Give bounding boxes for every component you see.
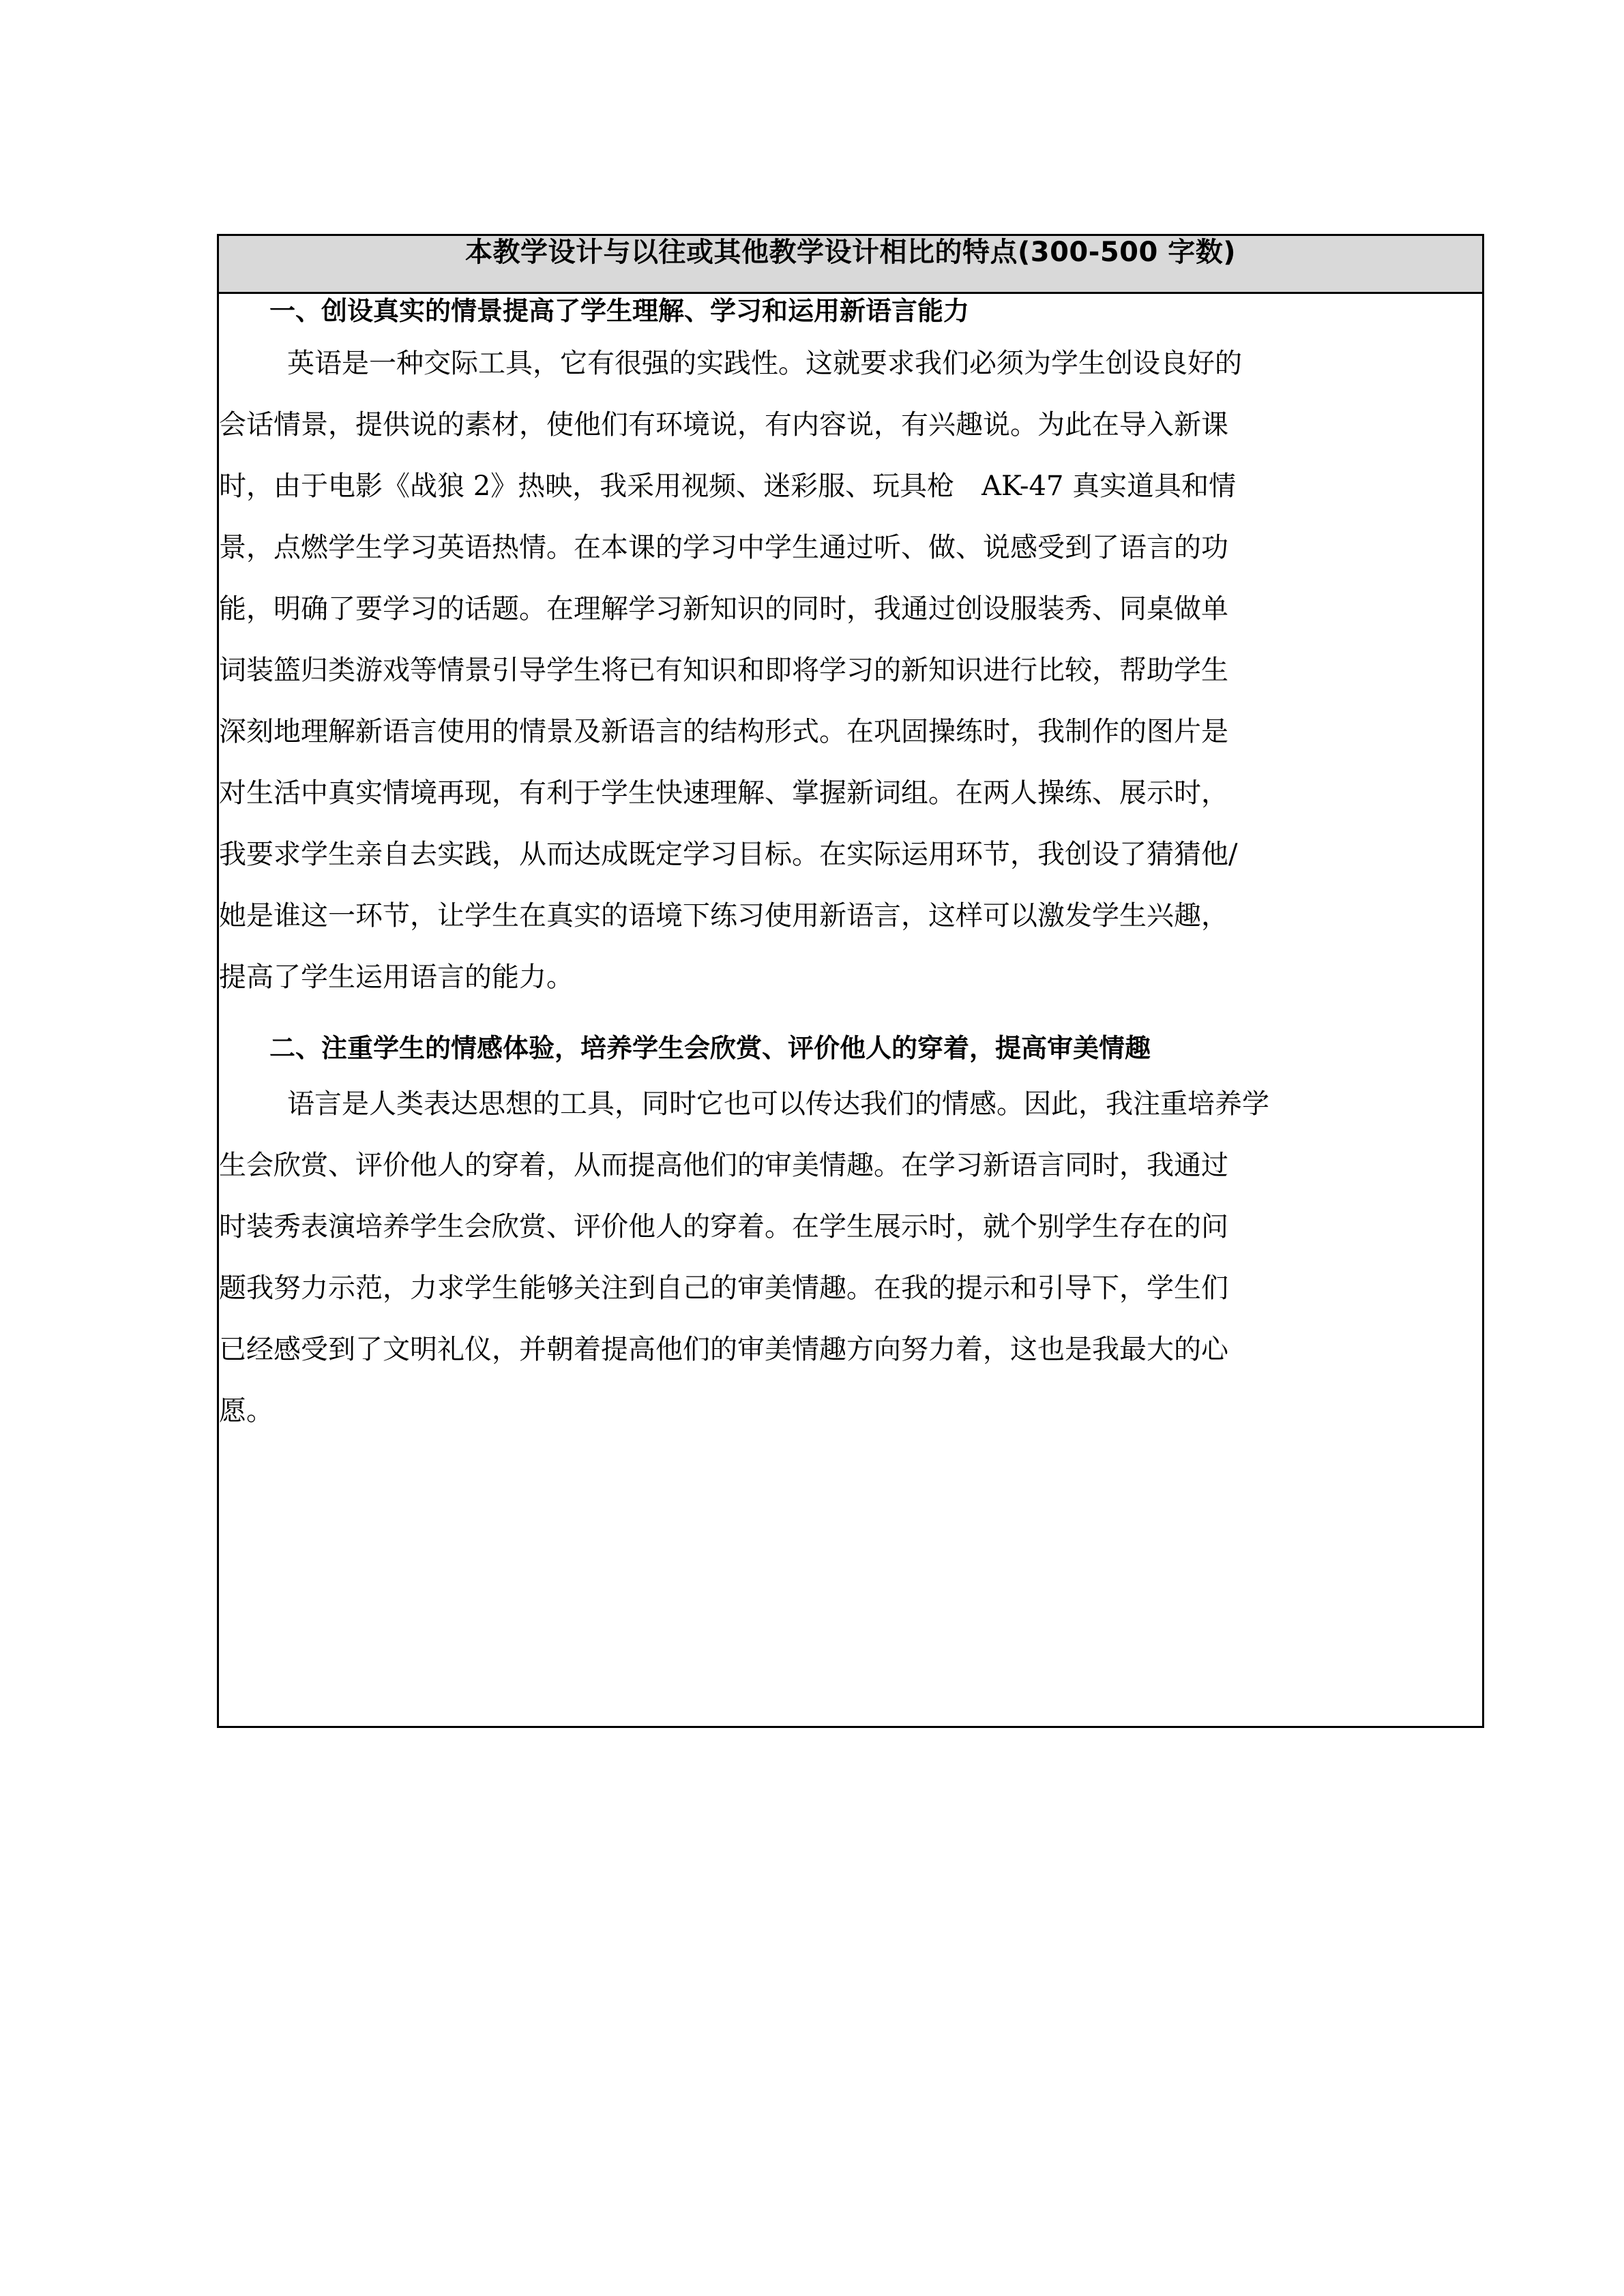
text-line: 题我努力示范，力求学生能够关注到自己的审美情趣。在我的提示和引导下，学生们 xyxy=(219,1272,1228,1304)
text-line: 景，点燃学生学习英语热情。在本课的学习中学生通过听、做、说感受到了语言的功 xyxy=(219,532,1228,564)
text-line: 英语是一种交际工具，它有很强的实践性。这就要求我们必须为学生创设良好的 xyxy=(287,348,1242,380)
paragraph-2 xyxy=(219,1073,1482,1442)
text-line: 语言是人类表达思想的工具，同时它也可以传达我们的情感。因此，我注重培养学 xyxy=(287,1088,1269,1120)
text-line: 已经感受到了文明礼仪，并朝着提高他们的审美情趣方向努力着，这也是我最大的心 xyxy=(219,1333,1228,1365)
paragraph-1 xyxy=(219,333,1482,1008)
table-body-cell xyxy=(218,293,1483,1727)
table-header-row xyxy=(218,235,1483,293)
text-line: 时，由于电影《战狼 2》热映，我采用视频、迷彩服、玩具枪 AK-47 真实道具和情 xyxy=(219,471,1237,503)
text-line: 我要求学生亲自去实践，从而达成既定学习目标。在实际运用环节，我创设了猜猜他/ xyxy=(219,839,1238,871)
section-heading-2: 二、注重学生的情感体验，培养学生会欣赏、评价他人的穿着，提高审美情趣 xyxy=(269,1033,1151,1064)
text-line: 能，明确了要学习的话题。在理解学习新知识的同时，我通过创设服装秀、同桌做单 xyxy=(219,593,1228,625)
section-heading-1: 一、创设真实的情景提高了学生理解、学习和运用新语言能力 xyxy=(269,296,970,326)
text-line: 深刻地理解新语言使用的情景及新语言的结构形式。在巩固操练时，我制作的图片是 xyxy=(219,716,1228,748)
table-body-row xyxy=(218,293,1483,1727)
text-line: 时装秀表演培养学生会欣赏、评价他人的穿着。在学生展示时，就个别学生存在的问 xyxy=(219,1210,1228,1242)
table-header-cell xyxy=(218,235,1483,293)
text-line: 生会欣赏、评价他人的穿着，从而提高他们的审美情趣。在学习新语言同时，我通过 xyxy=(219,1149,1228,1181)
text-line: 提高了学生运用语言的能力。 xyxy=(219,961,574,994)
text-line: 愿。 xyxy=(219,1395,274,1427)
text-line: 她是谁这一环节，让学生在真实的语境下练习使用新语言，这样可以激发学生兴趣， xyxy=(219,900,1228,932)
page-title: 本教学设计与以往或其他教学设计相比的特点(300-500 字数) xyxy=(464,237,1237,268)
text-line: 词装篮归类游戏等情景引导学生将已有知识和即将学习的新知识进行比较，帮助学生 xyxy=(219,655,1228,687)
text-line: 对生活中真实情境再现，有利于学生快速理解、掌握新词组。在两人操练、展示时， xyxy=(219,777,1228,809)
text-line: 会话情景，提供说的素材，使他们有环境说，有内容说，有兴趣说。为此在导入新课 xyxy=(219,409,1228,441)
content-table xyxy=(217,234,1484,1728)
